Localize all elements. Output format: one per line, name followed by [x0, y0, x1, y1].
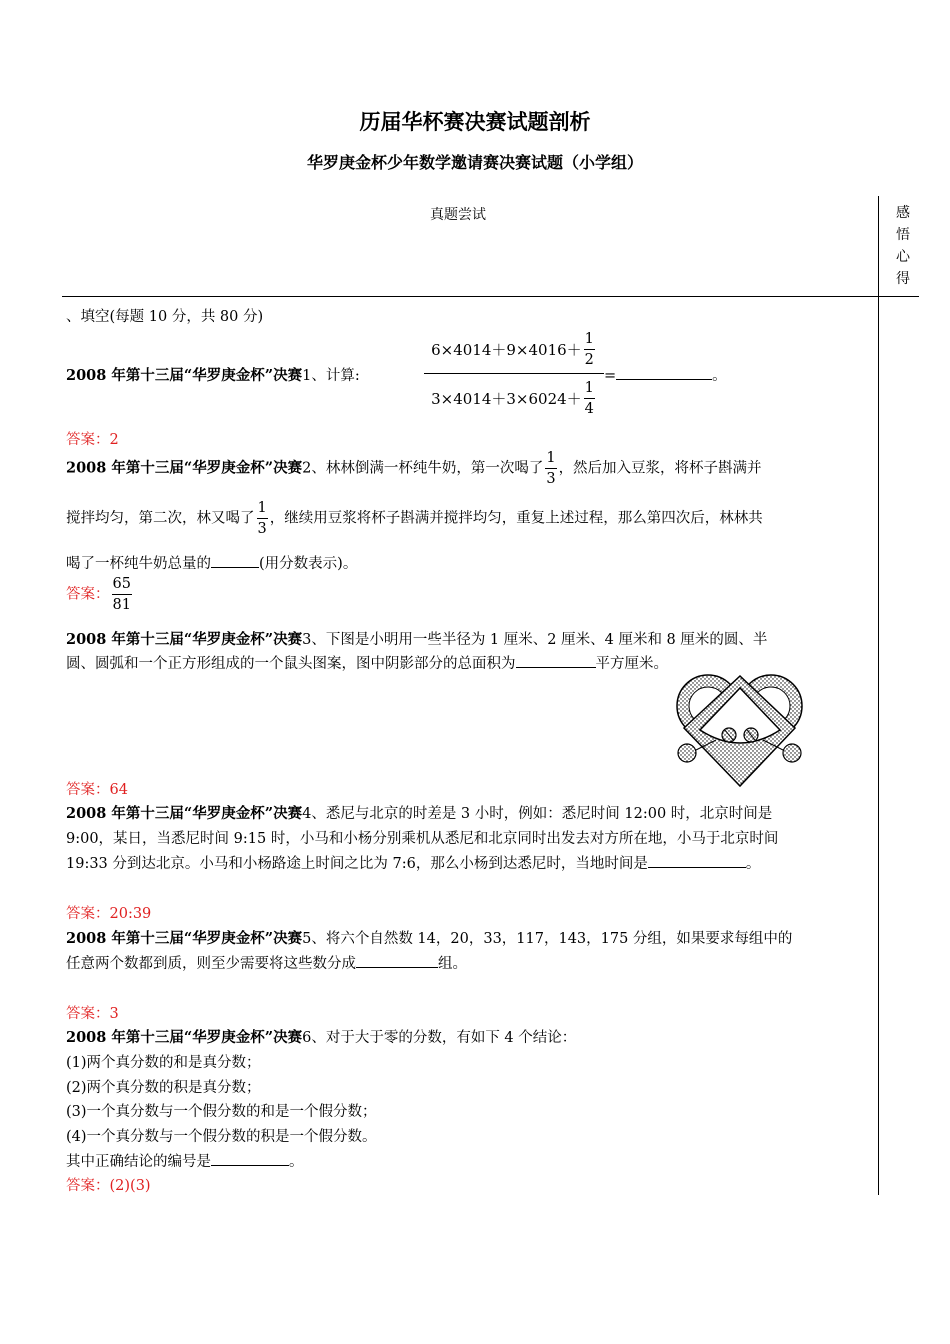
- question-text: 、林林倒满一杯纯牛奶，第一次喝了: [311, 460, 544, 477]
- question-text: 、计算:: [311, 368, 360, 384]
- fraction-num: 1: [257, 498, 268, 519]
- answer-value: 3: [109, 1006, 119, 1022]
- answer-6: [66, 1174, 151, 1195]
- source-label: 2008 年第十三届“华罗庚金杯”决赛: [66, 367, 303, 384]
- question-text: 、下图是小明用一些半径为 1 厘米、2 厘米、4 厘米和 8 厘米的圆、半: [311, 632, 768, 648]
- fraction-num: 1: [584, 329, 595, 350]
- answer-blank: [356, 953, 438, 968]
- answer-value: (2)(3): [109, 1178, 151, 1194]
- question-3-line-2: [66, 652, 668, 673]
- question-text: 、悉尼与北京的时差是 3 小时，例如：悉尼时间 12:00 时，北京时间是: [311, 806, 773, 822]
- question-4-line-3: [66, 852, 760, 873]
- source-label: 2008 年第十三届“华罗庚金杯”决赛: [66, 459, 303, 477]
- fraction: [584, 378, 595, 419]
- fraction-num: 1: [545, 448, 556, 469]
- q1-answer-blank-line: [604, 364, 727, 385]
- fraction-den: 81: [112, 597, 131, 613]
- answer-blank: [648, 853, 746, 868]
- side-char: 得: [896, 271, 910, 287]
- q1-numerator: [424, 325, 604, 373]
- side-char: 感: [896, 205, 910, 221]
- question-text: (用分数表示)。: [259, 556, 358, 572]
- fraction: [257, 498, 268, 539]
- section-title: 、填空(每题 10 分，共 80 分): [66, 309, 264, 325]
- fraction: [545, 448, 556, 489]
- answer-2: [66, 574, 134, 615]
- column-divider: [878, 196, 879, 1195]
- answer-1: [66, 428, 119, 449]
- question-text: 搅拌均匀，第二次，林又喝了: [66, 510, 255, 527]
- question-text: 任意两个数都到质，则至少需要将这些数分成: [66, 956, 356, 972]
- answer-blank: [516, 653, 596, 668]
- side-column-title: [889, 202, 917, 290]
- source-label: 2008 年第十三届“华罗庚金杯”决赛: [66, 631, 303, 648]
- question-text: 9:00，某日，当悉尼时间 9:15 时，小马和小杨分别乘机从悉尼和北京同时出发去对方所在地，小马于北京时间: [66, 831, 779, 847]
- column-title: 真题尝试: [430, 207, 486, 223]
- answer-label: 答案：: [66, 432, 110, 448]
- answer-5: [66, 1002, 119, 1023]
- fraction-den: 3: [257, 521, 267, 537]
- question-6-prompt: [66, 1150, 304, 1171]
- q1-denominator: [424, 374, 604, 422]
- source-label: 2008 年第十三届“华罗庚金杯”决赛: [66, 930, 303, 947]
- statement-item: (1)两个真分数的和是真分数；: [66, 1055, 261, 1071]
- fraction-den: 3: [546, 471, 556, 487]
- question-2: [66, 448, 762, 489]
- question-number: 6: [302, 1030, 312, 1046]
- question-2-line-2: [66, 498, 763, 539]
- question-6: [66, 1026, 576, 1047]
- source-label: 2008 年第十三届“华罗庚金杯”决赛: [66, 1029, 303, 1046]
- question-number: 1: [302, 368, 312, 384]
- header-divider: [62, 296, 919, 297]
- question-1: [66, 364, 360, 385]
- answer-value: 64: [109, 782, 128, 798]
- q1-expression: [424, 325, 604, 422]
- question-3: [66, 628, 767, 649]
- fraction-num: 65: [112, 574, 132, 595]
- answer-4: [66, 902, 151, 923]
- statement-item: (4)一个真分数与一个假分数的积是一个假分数。: [66, 1129, 377, 1145]
- question-text: 19:33 分到达北京。小马和小杨路途上时间之比为 7:6，那么小杨到达悉尼时，当地时间是: [66, 856, 648, 872]
- question-number: 3: [302, 632, 312, 648]
- question-text: ，继续用豆浆将杯子斟满并搅拌均匀，重复上述过程，那么第四次后，林林共: [269, 510, 763, 527]
- fraction: [584, 329, 595, 370]
- question-4: [66, 802, 772, 823]
- statement-item: (2)两个真分数的积是真分数；: [66, 1080, 261, 1096]
- question-text: 平方厘米。: [595, 656, 668, 672]
- question-text: 。: [745, 856, 761, 872]
- answer-blank: [616, 365, 712, 380]
- answer-label: 答案：: [66, 782, 110, 798]
- answer-3: [66, 778, 128, 799]
- answer-value: 2: [109, 432, 119, 448]
- source-label: 2008 年第十三届“华罗庚金杯”决赛: [66, 805, 303, 822]
- numerator-text: 6×4014＋9×4016＋: [431, 340, 582, 359]
- answer-blank: [211, 553, 259, 568]
- fraction-den: 2: [584, 351, 594, 368]
- denominator-text: 3×4014＋3×6024＋: [431, 389, 582, 408]
- question-5: [66, 927, 792, 948]
- period: 。: [712, 368, 727, 384]
- question-text: 圆、圆弧和一个正方形组成的一个鼠头图案，图中阴影部分的总面积为: [66, 656, 516, 672]
- question-number: 4: [302, 806, 312, 822]
- question-text: 喝了一杯纯牛奶总量的: [66, 556, 211, 572]
- answer-value: 20:39: [109, 906, 152, 922]
- equals-sign: =: [604, 368, 617, 384]
- statement-item: (3)一个真分数与一个假分数的和是一个假分数；: [66, 1104, 377, 1120]
- question-text: 、将六个自然数 14，20，33，117，143，175 分组，如果要求每组中的: [311, 931, 793, 947]
- mouse-head-figure: [670, 668, 810, 790]
- side-char: 悟: [896, 227, 910, 243]
- page-subtitle: 华罗庚金杯少年数学邀请赛决赛试题（小学组）: [306, 153, 643, 172]
- question-text: 组。: [438, 956, 467, 972]
- question-text: ，然后加入豆浆，将杯子斟满并: [558, 460, 762, 477]
- question-5-line-2: [66, 952, 467, 973]
- question-text: 、对于大于零的分数，有如下 4 个结论：: [311, 1030, 577, 1046]
- fraction-den: 4: [584, 400, 594, 417]
- question-2-line-3: [66, 552, 357, 573]
- question-number: 2: [302, 460, 312, 477]
- question-text: 。: [289, 1154, 304, 1170]
- question-number: 5: [302, 931, 312, 947]
- side-char: 心: [896, 249, 910, 265]
- answer-fraction: [112, 574, 132, 615]
- fraction-num: 1: [584, 378, 595, 399]
- answer-label: 答案：: [66, 1006, 110, 1022]
- answer-label: 答案：: [66, 906, 110, 922]
- page-title: 历届华杯赛决赛试题剖析: [359, 109, 591, 134]
- answer-label: 答案：: [66, 1178, 110, 1194]
- question-4-line-2: [66, 827, 778, 848]
- answer-blank: [211, 1151, 289, 1166]
- answer-label: 答案：: [66, 586, 110, 603]
- question-text: 其中正确结论的编号是: [66, 1154, 211, 1170]
